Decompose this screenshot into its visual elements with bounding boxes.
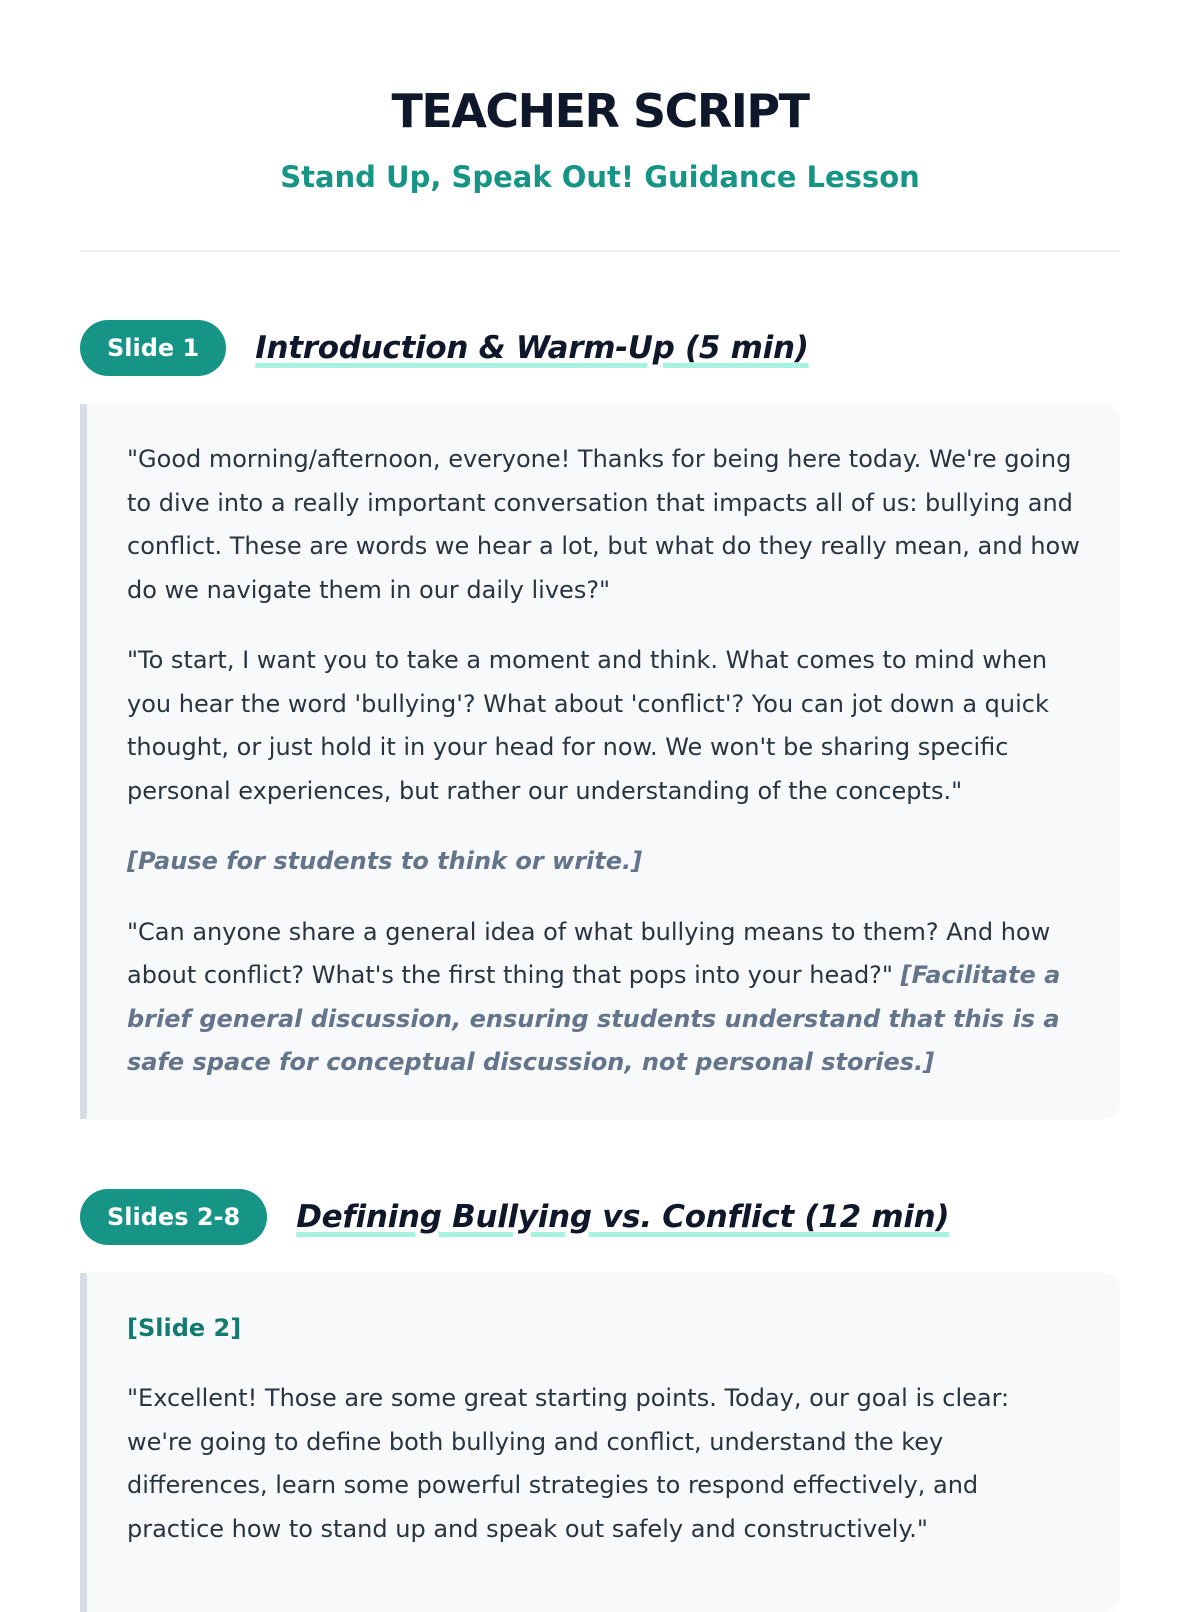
page-subtitle: Stand Up, Speak Out! Guidance Lesson xyxy=(0,160,1200,194)
script-text: "Can anyone share a general idea of what bullying means to them? And how about conflict? What's the first thing that pops into your head?" xyxy=(127,918,1050,990)
section-defining xyxy=(80,1189,1120,1612)
section-heading xyxy=(80,1189,1120,1245)
slide-marker: [Slide 2] xyxy=(127,1307,1080,1351)
page-title: TEACHER SCRIPT xyxy=(0,84,1200,138)
script-paragraph xyxy=(127,911,1080,1085)
section-title: Defining Bullying vs. Conflict (12 min) xyxy=(296,1199,949,1235)
slide-badge: Slide 1 xyxy=(80,320,226,376)
header-divider xyxy=(80,250,1120,252)
script-paragraph: "To start, I want you to take a moment and think. What comes to mind when you hear the word 'bullying'? What about 'conflict'? You can jot down a quick thought, or just hold it in your head for now. We won't be sharing specific personal experiences, but rather our understanding of the concepts." xyxy=(127,639,1080,813)
script-box xyxy=(80,1273,1120,1612)
stage-direction: [Pause for students to think or write.] xyxy=(127,840,1080,884)
section-title: Introduction & Warm-Up (5 min) xyxy=(255,330,808,366)
script-paragraph: "Good morning/afternoon, everyone! Thanks for being here today. We're going to dive into a really important conversation that impacts all of us: bullying and conflict. These are words we hear a lot, but what do they really mean, and how do we navigate them in our daily lives?" xyxy=(127,438,1080,612)
script-paragraph: "Excellent! Those are some great starting points. Today, our goal is clear: we're going to define both bullying and conflict, understand the key differences, learn some powerful strategies to respond effectively, and practice how to stand up and speak out safely and constructively." xyxy=(127,1377,1080,1551)
page-header xyxy=(0,0,1200,194)
section-heading xyxy=(80,320,1120,376)
script-box xyxy=(80,404,1120,1119)
slide-badge: Slides 2-8 xyxy=(80,1189,267,1245)
section-introduction xyxy=(80,320,1120,1119)
stage-direction: [Facilitate a brief general discussion, ensuring students understand that this is a safe space for conceptual discussion, not personal stories.] xyxy=(127,961,1060,1076)
